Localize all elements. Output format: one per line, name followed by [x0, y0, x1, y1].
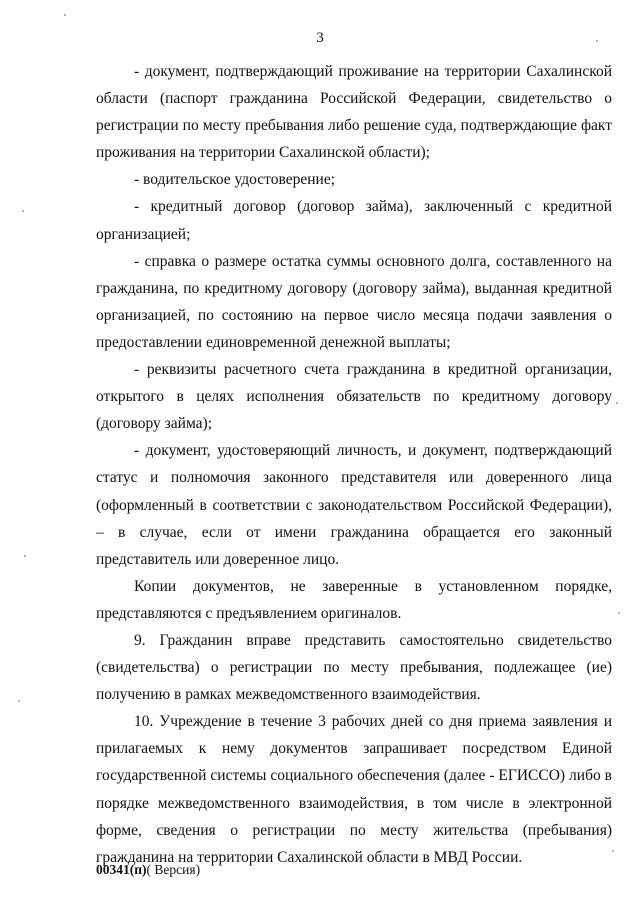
paragraph-bank-details: - реквизиты расчетного счета гражданина в кредитной организации, открытого в целях исполнения обязательств по кредитному договору (договору займа); — [96, 361, 612, 433]
scan-speck — [24, 555, 26, 557]
scan-speck — [596, 40, 598, 42]
document-code: 00341(п) — [96, 862, 147, 877]
paragraph-credit-agreement: - кредитный договор (договор займа), заключенный с кредитной организацией; — [96, 198, 612, 243]
document-body — [96, 58, 612, 871]
scan-speck — [612, 850, 614, 852]
document-version: ( Версия) — [146, 862, 201, 877]
scan-speck — [22, 210, 24, 212]
paragraph-residence-document: - документ, подтверждающий проживание на территории Сахалинской области (паспорт гражданина Российской Федерации, свидетельство о регистрации по месту пребывания либо решение суда, подтверждающие факт проживания на территории Сахалинской области); — [96, 63, 612, 162]
paragraph-representative-documents: - документ, удостоверяющий личность, и документ, подтверждающий статус и полномочия законного представителя или доверенного лица (оформленный в соответствии с законодательством Российской Федерации), – в случае, если от имени гражданина обращается его законный представитель или доверенное лицо. — [96, 442, 612, 568]
scan-speck — [64, 14, 66, 16]
paragraph-debt-certificate: - справка о размере остатка суммы основного долга, составленного на гражданина, по кредитному договору (договору займа), выданная кредитной организацией, по состоянию на первое число месяца подачи заявления о предоставлении единовременной денежной выплаты; — [96, 252, 612, 351]
paragraph-item-9: 9. Гражданин вправе представить самостоятельно свидетельство (свидетельства) о регистрации по месту пребывания, подлежащее (ие) получению в рамках межведомственного взаимодействия. — [96, 631, 612, 704]
scan-speck — [616, 402, 618, 404]
paragraph-copies-note: Копии документов, не заверенные в установленном порядке, представляются с предъявлением оригиналов. — [96, 577, 612, 622]
scan-speck — [618, 612, 620, 614]
scan-speck — [18, 700, 20, 702]
paragraph-item-10: 10. Учреждение в течение 3 рабочих дней со дня приема заявления и прилагаемых к нему документов запрашивает посредством Единой государственной системы социального обеспечения (далее - ЕГИССО) либо в порядке межведомственного взаимодействия, в том числе в электронной форме, сведения о регистрации по месту жительства (пребывания) гражданина на территории Сахалинской области в МВД России. — [96, 713, 612, 866]
paragraph-driver-license: - водительское удостоверение; — [134, 171, 336, 189]
page-number: 3 — [316, 30, 324, 46]
document-footer — [96, 862, 200, 878]
